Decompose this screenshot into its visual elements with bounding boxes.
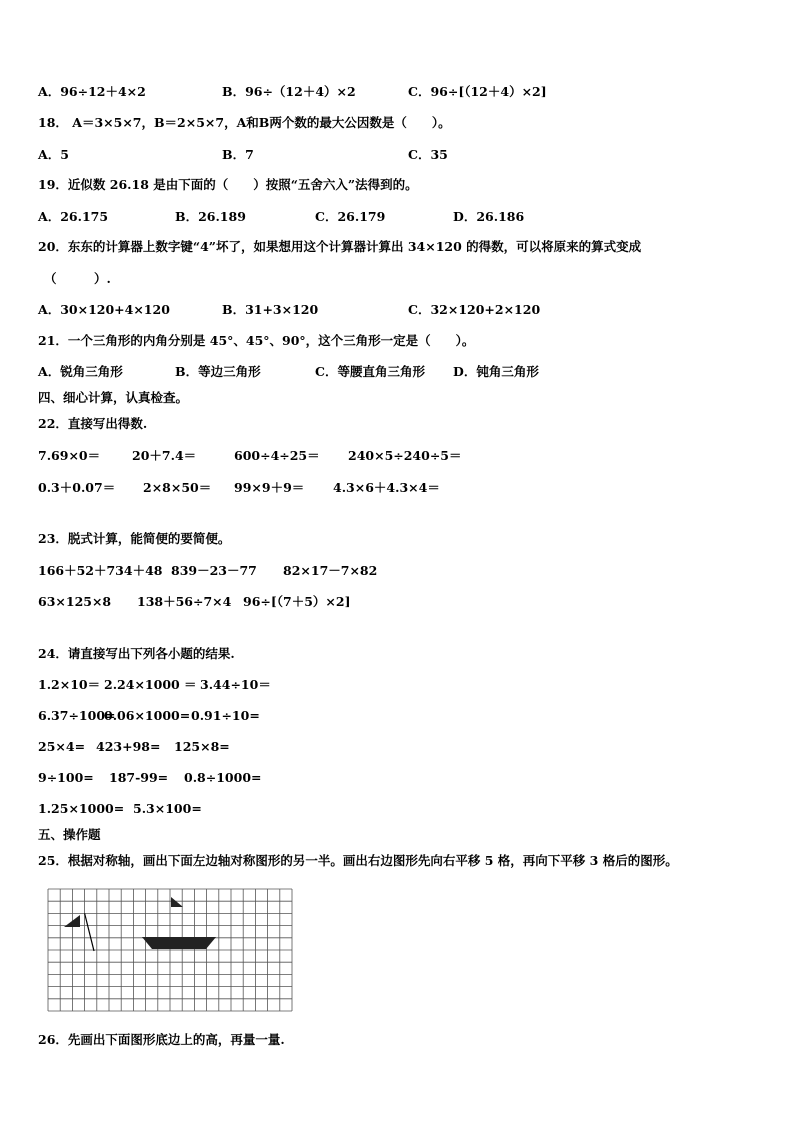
q17-option-a: A．96÷12＋4×2 (38, 84, 146, 99)
q22-stem: 22．直接写出得数. (38, 416, 148, 431)
q22-item: 0.3＋0.07＝ (38, 480, 116, 495)
section-4-heading: 四、细心计算，认真检查。 (38, 390, 189, 405)
q24-stem: 24．请直接写出下列各小题的结果. (38, 646, 235, 661)
q24-item: 0.8÷1000= (184, 770, 262, 785)
q22-item: 2×8×50＝ (143, 480, 212, 495)
q23-item: 138＋56÷7×4 (137, 594, 232, 609)
q24-item: 1.25×1000= (38, 801, 125, 816)
q24-item: 187-99= (109, 770, 169, 785)
q24-item: 6.37÷100= (38, 708, 116, 723)
q24-item: 0.06×1000= (104, 708, 191, 723)
q19-option-b: B．26.189 (175, 209, 246, 224)
q20-stem-continuation: （ ）. (44, 271, 111, 286)
q20-option-a: A．30×120+4×120 (38, 302, 170, 317)
q25-grid-svg (46, 887, 294, 1013)
section-5-heading: 五、操作题 (38, 827, 101, 842)
q24-item: 423+98= (96, 739, 161, 754)
q24-item: 125×8= (174, 739, 230, 754)
q20-stem: 20．东东的计算器上数字键“4”坏了，如果想用这个计算器计算出 34×120 的得数，可以将原来的算式变成 (38, 239, 642, 254)
q17-option-c: C．96÷[（12＋4）×2] (408, 84, 547, 99)
q19-option-c: C．26.179 (315, 209, 386, 224)
q22-item: 240×5÷240÷5＝ (348, 448, 462, 463)
q22-item: 4.3×6＋4.3×4＝ (333, 480, 440, 495)
symmetry-axis-line (85, 913, 94, 951)
q19-option-d: D．26.186 (453, 209, 525, 224)
q23-item: 82×17－7×82 (283, 563, 378, 578)
q23-item: 96÷[（7＋5）×2] (243, 594, 351, 609)
q20-option-c: C．32×120+2×120 (408, 302, 541, 317)
q24-item: 0.91÷10= (191, 708, 260, 723)
q24-item: 5.3×100= (133, 801, 202, 816)
q18-option-c: C．35 (408, 147, 448, 162)
q20-option-b: B．31+3×120 (222, 302, 319, 317)
q18-stem: 18． A＝3×5×7，B＝2×5×7，A和B两个数的最大公因数是（ ）。 (38, 115, 451, 130)
q22-item: 20＋7.4＝ (132, 448, 197, 463)
q25-grid-figure (46, 887, 294, 1013)
q17-option-b: B．96÷（12＋4）×2 (222, 84, 356, 99)
q21-option-b: B．等边三角形 (175, 364, 261, 379)
q24-item: 3.44÷10＝ (200, 677, 271, 692)
grid-lines (48, 889, 292, 1011)
q18-option-b: B．7 (222, 147, 254, 162)
q21-stem: 21．一个三角形的内角分别是 45°、45°、90°，这个三角形一定是（ ）。 (38, 333, 475, 348)
q23-stem: 23．脱式计算，能简便的要简便。 (38, 531, 231, 546)
q21-option-d: D．钝角三角形 (453, 364, 539, 379)
q21-option-a: A．锐角三角形 (38, 364, 123, 379)
q23-item: 166＋52＋734＋48 (38, 563, 163, 578)
q23-item: 63×125×8 (38, 594, 112, 609)
q19-option-a: A．26.175 (38, 209, 109, 224)
q22-item: 7.69×0＝ (38, 448, 101, 463)
q18-option-a: A．5 (38, 147, 69, 162)
right-small-triangle (171, 897, 183, 907)
q24-item: 1.2×10＝ (38, 677, 101, 692)
q26-stem: 26．先画出下面图形底边上的高，再量一量. (38, 1032, 285, 1047)
q22-item: 99×9＋9＝ (234, 480, 305, 495)
q25-stem: 25．根据对称轴，画出下面左边轴对称图形的另一半。画出右边图形先向右平移 5 格，再向下平移 3 格后的图形。 (38, 853, 678, 868)
q23-item: 839－23－77 (171, 563, 257, 578)
q19-stem: 19．近似数 26.18 是由下面的（ ）按照“五舍六入”法得到的。 (38, 177, 418, 192)
q21-option-c: C．等腰直角三角形 (315, 364, 425, 379)
right-trapezoid-figure (142, 937, 216, 949)
q24-item: 25×4= (38, 739, 86, 754)
q22-item: 600÷4÷25＝ (234, 448, 320, 463)
q24-item: 9÷100= (38, 770, 94, 785)
q24-item: 2.24×1000 ＝ (104, 677, 197, 692)
